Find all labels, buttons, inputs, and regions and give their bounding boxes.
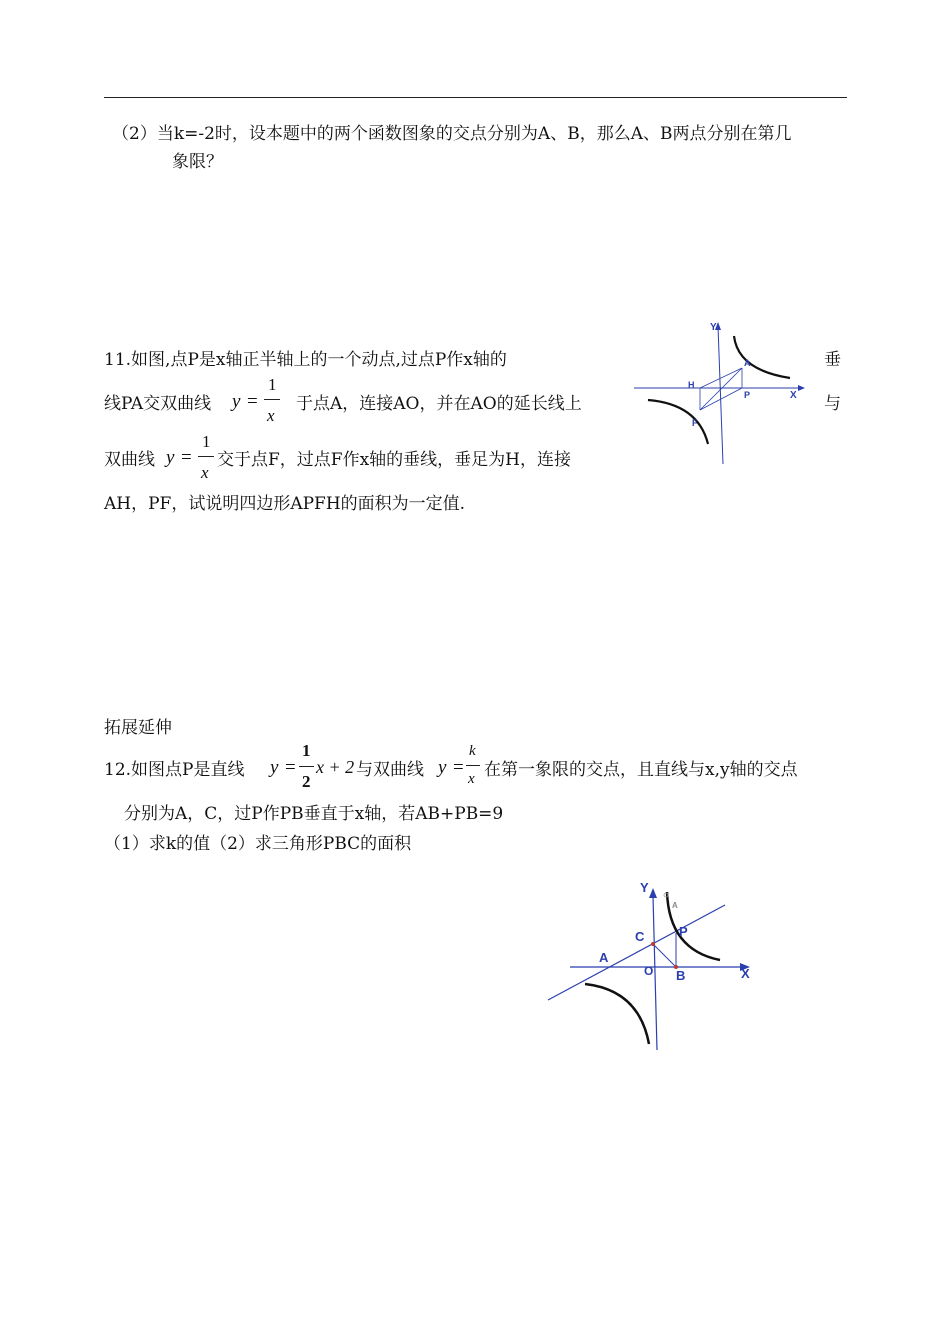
top-rule [104, 97, 847, 98]
formula-y: y [270, 757, 279, 778]
formula-rest: x + 2 [316, 757, 355, 777]
formula-den: 2 [302, 772, 311, 791]
fraction-bar [466, 765, 480, 766]
formula-den: x [201, 463, 209, 482]
formula-y: y [438, 757, 447, 778]
formula-y: y [166, 447, 175, 468]
label-f: F [692, 418, 698, 428]
formula-eq: = [181, 447, 192, 468]
formula-eq: = [285, 757, 296, 778]
q11-line2-a: 线PA交双曲线 [104, 394, 212, 414]
label-x: X [741, 966, 750, 981]
hyperbola-branch-q3 [585, 984, 649, 1044]
formula-eq: = [247, 391, 258, 412]
fraction-bar [264, 399, 280, 400]
label-h: H [688, 380, 695, 390]
label-o: O [644, 964, 654, 978]
fraction-bar [198, 456, 214, 457]
extension-heading: 拓展延伸 [104, 718, 172, 738]
y-axis [653, 896, 657, 1050]
point-c-marker [651, 942, 655, 946]
label-p: P [679, 924, 688, 939]
q12-line1-a: 12.如图点P是直线 [104, 760, 245, 780]
segment-ah [700, 368, 742, 388]
q11-line2-b: 于点A，连接AO，并在AO的延长线上 [296, 394, 582, 414]
formula-eq: = [453, 757, 464, 778]
q11-line1: 11.如图,点P是x轴正半轴上的一个动点,过点P作x轴的 [104, 350, 507, 370]
label-b: B [676, 968, 686, 983]
formula-num: 1 [302, 741, 311, 760]
x-axis-arrow [798, 385, 805, 391]
y-axis-arrow [649, 888, 657, 898]
fraction-bar [299, 766, 314, 767]
label-c: C [635, 929, 645, 944]
formula-den: x [468, 771, 475, 787]
segment-cb [653, 944, 676, 967]
label-y: Y [640, 880, 649, 895]
label-a: A [744, 358, 751, 368]
formula-num: 1 [202, 432, 211, 451]
label-a-small: A [672, 901, 678, 910]
hyperbola-branch-q1 [734, 336, 790, 378]
q11-figure [630, 318, 810, 468]
label-y: Y [710, 322, 717, 333]
q12-line2: 分别为A，C，过P作PB垂直于x轴，若AB+PB=9 [124, 804, 504, 824]
q11-line3-a: 双曲线 [104, 450, 155, 470]
formula-den: x [267, 406, 275, 425]
formula-num: k [469, 743, 476, 759]
q12-line1-b: 与双曲线 [356, 760, 424, 780]
q12-line3: （1）求k的值（2）求三角形PBC的面积 [104, 834, 412, 854]
y-axis [718, 326, 723, 464]
q10-part2-line1: （2）当k=-2时，设本题中的两个函数图象的交点分别为A、B，那么A、B两点分别在第几 [112, 124, 792, 144]
formula-num: 1 [268, 375, 277, 394]
q12-figure [545, 878, 760, 1053]
q11-line4: AH，PF，试说明四边形APFH的面积为一定值. [104, 494, 466, 514]
label-x: X [790, 390, 797, 401]
q11-line1-right: 垂 [824, 350, 841, 370]
label-p: P [744, 390, 751, 400]
q12-line1-c: 在第一象限的交点，且直线与x,y轴的交点 [484, 760, 798, 780]
formula-y: y [232, 391, 241, 412]
hyperbola-branch-q3 [648, 400, 708, 444]
q11-line2-right: 与 [824, 394, 841, 414]
q11-line3-b: 交于点F，过点F作x轴的垂线，垂足为H，连接 [217, 450, 572, 470]
q10-part2-line2: 象限？ [172, 152, 223, 172]
label-a: A [599, 950, 609, 965]
